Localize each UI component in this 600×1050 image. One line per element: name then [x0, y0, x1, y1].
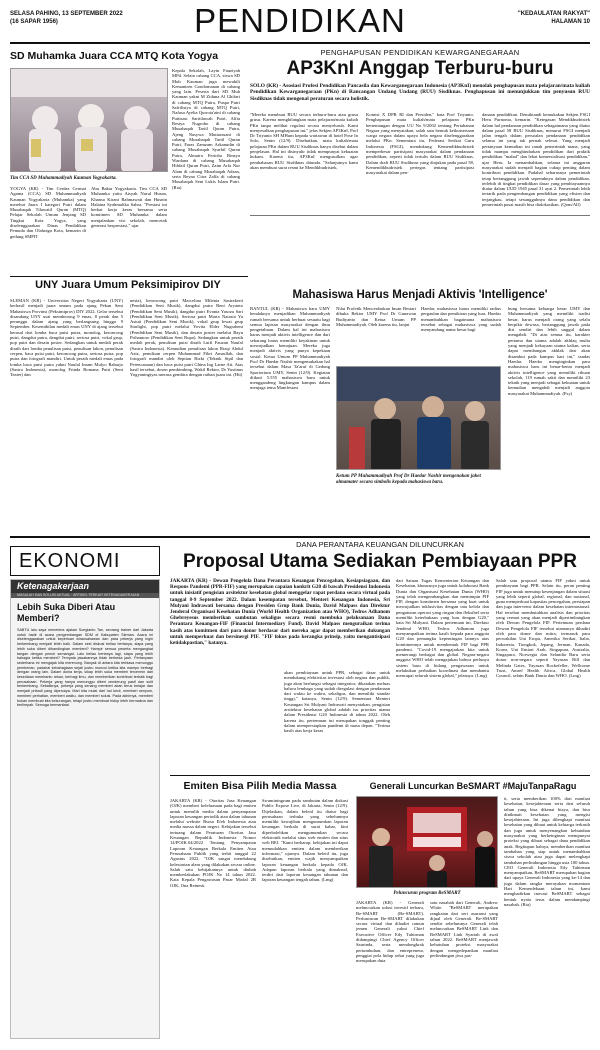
- article-column: akan pembiayaan untuk PPR, sebagai dasar untuk mendukung efektivitas investasi oleh negara dan publik, juga akan berfungsi sebagai integrator, dikatakan meluas bahwa lembaga yang sudah diregulasi dengan pendanaan dari waktu ke waktu, sekaligus, dan memiliki standar tinggi," katanya, Senin (12/9). Sementara Menteri Keuangan Sri Mulyani Indrawati menyatakan, pengisian arsitektur kesehatan global adalah isu prioritas utama dalam Presidensi G20 Indonesia di tahun 2022. Oleh karena itu, pertemuan ini merupakan tonggak penting dalam mempersiapkan pandemi di masa depan. "Terima kasih atas kerja keras: [284, 670, 390, 734]
- opinion-column-subtitle: MASALAH DAN SOLUSI AKTUAL · ARTIKEL TERKAIT KETENAGAKERJAAN: [11, 593, 159, 598]
- photo-jacket-ceremony: [336, 366, 501, 470]
- masthead: [10, 0, 590, 42]
- masthead-rule: [10, 42, 590, 44]
- article-column: Swaminingrum pada sambutan dalam diskusi Public Expose Live, di Jakarta, Senin (12/9). Dijelaskan, dalam beleid itu diatur bagi perusahaan terbuka yang sebelumnya memiliki kewajiban mengumumkan laporan keuangan berkala di surat kabar, kini diperbolehkan mengumumkan secara elektronik melalui situs web emiten dan situs web BEI. "Kami berharap, kebijakan ini dapat memudahkan emiten dalam memberikan informasi," ujarnya. Dalam beleid itu, juga disebutkan, emiten wajib menyampaikan laporan keuangan berkala kepada OJK. Adapun laporan berkala yang dimaksud, terdiri dari laporan keuangan tahunan dan laporan keuangan tengah tahun. (Lmg): [262, 798, 348, 883]
- issue-date: SELASA PAHING, 13 SEPTEMBER 2022: [10, 11, 123, 17]
- article-headline: Mahasiswa Harus Menjadi Aktivis 'Intelligence': [292, 289, 548, 301]
- article-headline: AP3KnI Anggap Terburu-buru: [286, 58, 554, 79]
- photo-caption: Ketum PP Muhammadiyah Prof Dr Haedar Nashir mengenakan jaket almamater secara simbolis kepada mahasiswa baru.: [336, 474, 481, 485]
- article-column: dari Satuan Tugas Kementerian Keuangan dan Kesehatan, khususnya juga untuk kolaborasi Bank Dunia dan Organisasi Kesehatan Dunia (WHO) yang telah mengembangkan dan memimpin PIF FIF, dengan komitmen bersama yang kuat untuk mewujudkan inklusivitas dengan tata kelola dan pengaturan operasi yang ringan dan fleksibel serta memiliki keterbukaan yang luas dengan G20," kata Sri Mulyani. Dalam pertemuan ini, Direktur Jenderal WHO, Tedros Adhanom juga menyampaikan terima kasih kepada para anggota G20 dan pemangku kepentingan lainnya atas komitmennya untuk membentuk FIF bagi PPR pandemi. "Covid-19 mengajarkan kita untuk memerangi berbagai dan global. Negara-negara anggota WHO telah mengajukan bahwa perlunya sistem baru di bidang pengawasan untuk melakukan perbaikan koordinasi dan membantu mencapai seluruh sistem global," jelasnya. (Lmg): [396, 578, 489, 679]
- opinion-body: SABTU lalu saya menerima ajakan Soegianto Tan, seorang trainer dari Jakarta untuk hadir di acara pengembangan SDM di Kabupaten Sleman. Acara ini diselenggarakan untuk keperluan wirausahawan dan para pekerja yang ingin berkembang menjadi lebih baik. Dalam sesi diskusi beliau bertanya, siapa yang lebih suka diberi dibandingkan memberi? Hampir semua peserta mengangkat tangan dengan penuh semangat. Lalu beliau bertanya lagi, siapa yang lebih bahagia ketika memberi? Ternyata jawabannya tidak berbeda jauh. Pertanyaan sederhana ini mengajak kita merenung. Banyak di antara kita terbiasa menunggu pemberian, padahal kebahagiaan sejati justru muncul ketika kita mampu berbagi dengan orang lain. Dalam dunia kerja, sikap lebih suka memberi tercermin dari kesediaan membantu rekan, berbagi ilmu, dan memberikan kontribusi terbaik bagi perusahaan. Pekerja yang hanya menunggu diberi cenderung pasif dan sulit berkembang. Sebaliknya, pekerja yang senang memberi akan terus belajar dan menjadi pribadi yang dipercaya. Mari kita mulai dari hal kecil, memberi senyum, memberi perhatian, memberi waktu, dan memberi solusi. Pada akhirnya, memberi bukan membuat kita kekurangan, tetapi justru membuat hidup lebih bermakna dan berlimpah. Semoga bermanfaat.: [17, 628, 153, 708]
- article-lead: SOLO (KR) - Asosiasi Profesi Pendidikan Pancasila dan Kewarganegaraan Indonesia (AP3KnI) menolak penghapusan mata pelajaran/mata kuliah Pendidikan Kewarganegaraan (PKn) di Rancangan Undang Undang (RUU) Sisdiknas. Penghapusan ini menunjukkan tim penyusun RUU Sisdiknas tidak mengenal peraturan secara holistik.: [250, 83, 590, 102]
- article-kicker: PENGHAPUSAN PENDIDIKAN KEWARGANEGARAAN: [320, 48, 520, 57]
- article-kicker: DANA PERANTARA KEUANGAN DILUNCURKAN: [296, 540, 464, 549]
- article-column: Kepala Sekolah, Layin Fauziyah MPd. Selain cabang CCA, siswa SD Muh Kauman juga mewakili Kemantren Gondomanan di cabang yang lain. Peserta dari SD Muh Kauman yakni M Ziduna Al Ghifari di cabang MTQ Putra, Puspa Putri Safrilistyo di cabang MTQ Putri, Nafasa Ayelia Qurrota'aini di cabang Puitisasi Saritilawah Putri, Alfia Restya Nugroho di cabang Musabaqah Tartil Quran Putra, Ajeng Nasywa Mutiarasani di cabang Musabaqah Tartil Quran Putri, Faras Zamzam Arkanudin di cabang Musabaqah Syarhil Quran Putra, Almaira Fertoha Rinzya Wardana di cabang Musabaqah Hifdzil Quran Putri, Zaim Arfa Nur Alam di cabang Musabaqah Adzan, serta Reyna Citra Zalfa di cabang Musabaqah Seni Lukis Islam Putri. (Ria): [172, 68, 240, 190]
- opinion-column: [10, 579, 160, 1039]
- article-headline: SD Muhamka Juara CCA MTQ Kota Yogya: [10, 50, 219, 62]
- article-column: ti, serta memberikan 100% dari manfaat kesehatan, kesejahteraan serta dari seluruh tahun yang bisa dikenai biaya, dan bisa dinikmati kesehatan yang mengisi kesejahteraan. Ini juga dilengkapi manfaat kesehatan yang dibuat untuk keluarga terkasih dan juga untuk menyenangkan kebutuhan masyarakat yang berkeinginan mempunyai proteksi yang dibuat sebagai dana pendidikan anak. Begitupun halnya, memberikan manfaat tambahan yang siap untuk menambahkan siswa sekolah atau juga dapat melengkapi tambahan perlindungan hingga usia 100 tahun. CEO Generali Indonesia Edy Tuhirman menyampaikan, BeSMART merupakan bagian dari upaya Generali Indonesia yang ke-14 dan juga dalam rangka merayakan momentum Hari Kemerdekaan tahun ini, kami menghadirkan inovasi BeSMART sebagai bentuk nyata terus dalam mendampingi nasabah. (Ria): [504, 796, 590, 907]
- article-headline: UNY Juara Umum Peksimipirov DIY: [35, 279, 221, 291]
- section-divider: [170, 775, 590, 776]
- article-column: JAKARTA (KR) - Generali meluncurkan solusi investif terbaru, Be-SMART (Be-SMART). Perluncuran Be-SMART dilakukan secara virtual dan dihadiri ramun jemen Generali yakni Chief Executive Officer Edy Tuhirman didampingi Chief Agency Officer Saurinda, serta mendongkrak pertumbuhan, dan entrepreneur, penggiat pola hidup sehat yang juga merupakan duta: [356, 900, 424, 964]
- opinion-headline: Lebih Suka Diberi Atau Memberi?: [17, 602, 116, 623]
- article-column: SLEMAN (KR) - Universitas Negeri Yogyakarta (UNY) berhasil menjadi juara umum pada ajang Pekan Seni Mahasiswa Provinsi (Peksimiprov) DIY 2022. Gelar tersebut disandang UNY usai memborong 9 emas, 8 perak dan 5 perunggu dalam ajang yang berlangsung hingga 9 September. Kesemibilan medali emas UNY di ajang tersebut berasal dari lomba baca puisi putra, monolog, keroncong putri, dangdut putra, dangdut putri, seriosa putri, vokal grup, pop putri dan desain poster. Sedangkan untuk medali perak diraih dari lomba penulisan puisi, penulisan lakon, penulisan cerpen, baca puisi putri, keroncong putra, seriosa putra, pop putra dan fotografi mandiri. Untuk peraih medali emas pada lomba baca puisi putra yakni Naufal Imam Mulyo Raharjo (Sastra Indonesia), monolog Frinda Romana Putri (Seni Teater) dan: [10, 298, 123, 378]
- section-divider: [250, 215, 590, 216]
- article-column: YOGYA (KR) - Tim Cerdas Cermat Agama (CCA) SD Muhammadiyah Kauman Yogyakarta (Muhamka) yang merebut Juara I kategori Putri dalam Musabaqah Tilawatil Quran (MTQ) Pelajar Sekolah Umum Jenjang SD Tingkat Kota Yogya, yang diselenggarakan Dinas Pendidikan Pemuda dan Olahraga Kota, kemarin di gedung SMPIT: [10, 186, 86, 239]
- section-title-ekonomi: EKONOMI: [10, 546, 160, 576]
- photo-caption: Tim CCA SD Muhammadiyah Kauman Yogyakarta.: [10, 176, 117, 181]
- section-title: PENDIDIKAN: [194, 2, 406, 39]
- paper-name: "KEDAULATAN RAKYAT": [517, 11, 590, 17]
- masthead-paper-block: [518, 10, 590, 26]
- article-column: Abu Bakar Yogyakarta. Tim CCA SD Muhamka yaitu Aisyah Nurul Husna, Khansa Kirani Rahmawati dan Husnin Halaina Syahmalika Sahra. "Prestasi ini berkat kerja keras bersama serta komitmen SD Muhamka dalam menjalankan visi sekolah, mencetak generasi berprestasi," ujar: [91, 186, 167, 229]
- photo-besmart-launch: [356, 796, 498, 888]
- article-column: bung bersama keluarga besar UMY dan Muhammadiyah yang memiliki tradisi besar, harus menjadi orang yang selalu berpikir dewasa, bertanggung jawab pada diri sendiri dan lebih unggul dalam mengabdi. "Di atas semua itu, karakter pertama dan utama adalah akhlaq mulia yang menjadi kekayaan utama kalian, serta dapat membangun akhlak dan akan disambut pada kampus hari ini," tandas Haedar. Haedar menginginkan para mahasiswa baru ini benar-benar menjadi aktivis intelligence yang memiliki ribuan sekolah, 119 rumah sakit dan memiliki 23 teknik yang menjadi sebagai kekuatan untuk kemudian mengabdi menjadi anggota masyarakat Muhammadiyah. (Fsy): [508, 306, 590, 396]
- section-divider: [10, 536, 590, 538]
- section-divider: [10, 276, 248, 277]
- opinion-column-title: Ketenagakerjaan: [11, 580, 159, 593]
- article-headline: Emiten Bisa Pilih Media Massa: [183, 780, 337, 792]
- article-column: "Mereka membuat RUU secara terburu-buru atau grusa grusu. Karena menghilangkan mata pelajaran/mata kuliah PKn tanpa melihat regulasi secara menyeluruh. Kami menyesalkan penghapusan ini," jelas Sekjen AP3KnI, Prof Dr Triyanto SH MHum kepada wartawan di hotel Pose In Solo, Senin (12/9). Disebutkan, mata kuliah/mata pelajaran PKn dalam RUU Sisdiknas hanya disebut dalam penjelasan. Hal ini disinyalir tidak mempunyai kekuatan hukum. Karena itu, AP3KnI mengusulkan agar pembahasan RUU Sisdiknas ditunda. "Selanjutnya kami akan membuat surat resmi ke Mendikbudristek,: [250, 112, 358, 170]
- photo-cca-team: [10, 68, 168, 172]
- article-column: JAKARTA (KR) - Otoritas Jasa Keuangan (OJK) memberi keleluasaan pada bagi emiten untuk memilih media dalam penyampaian laporan keuangan periodik atau dalam tahunan melalui website Bursa Efek Indonesia atau media massa dalam negeri. Kebijakan tersebut tertuang dalam Peraturan Otoritas Jasa Keuangan Republik Indonesia Nomor 14/POJK.04/2022 Tentang Penyampaian Laporan Keuangan Berkala Emiten Atau Perusahaan Publik yang terbit tanggal 22 Agustus 2022. "OJK sangat mendukung kelestarian alam yang dilakukan secara online. Salah satu kebijakannya untuk diubah memberlakukan POJK No 14 tahun 2022. Kata Kepala Pengawasan Pasar Modal 2B OJK, Ona Retnesti: [170, 798, 256, 888]
- article-column: satu nasabah dari Generali, Andrew White. "BeSMART merupakan rangkaian dari seri asuransi yang dijual oleh Generali. Be-SMART sendiri sebelumnya Generali telah meluncurkan BeSMART Link dan BeSMART Link Syariah di awal tahun 2022. BeSMART menjawab kebutuhan proteksi masyarakat dengan mengedepankan manfaat perlindungan jiwa pas-: [430, 900, 498, 958]
- article-column: Haedar, mahasiswa harus memiliki radius pergaulan dan pemikiran yang luas. Haedar menambahkan bagaimana mahasiswa tersebut sebagai mahasiswa yang sudah menyandang nama besar bagi: [421, 306, 501, 333]
- issue-hijri-date: (16 SAPAR 1956): [10, 19, 58, 25]
- article-column: JAKARTA (KR) - Dewan Pengelola Dana Perantara Keuangan Pencegahan, Kesiapsiagaan, dan Respons Pandemi (PPR-FIF) yang merupakan capaian konkrit G20 di bawah Presidensi Indonesia untuk inisiatif pengisian arsitektur kesehatan global menggelar rapat perdana secara virtual pada tanggal 8-9 September 2022. Dalam kesempatan tersebut, Menteri Keuangan Indonesia, Sri Mulyani Indrawati bersama dengan Presiden Grup Bank Dunia, David Malpass dan Direktur Jenderal Organisasi Kesehatan Dunia (World Health Organization atau WHO), Tedros Adhanom Ghebreyesus memberikan sambutan sekaligus secara resmi membuka pelaksanaan Dana Perantara Keuangan-FIF (Financial Intermediary Fund). David Malpass menguraikan terima kasih atas komitmen dari para donor berdasar dari mereka agar dapat memberikan dukungan untuk memperkuat dan bersinergi PIF. "FIF fokus pada kerangka prinsip, yaitu mengantisipasi ketidakpastian," katanya.: [170, 578, 390, 647]
- article-column: nesia), keroncong putri Marcelina Milenia Sastrakerti (Pendidikan Seni Musik), dangdut putra Beni Aryanto (Pendidikan Seni Musik), dangdut putri Evania Yasoza Sari (Pendidikan Seni Musik). Seriosa putri Marta Natasia Yu Astuti (Pendidikan Seni Musik), vokal grup lewat grup Starlight, pop putri melalui Yovita Elder Nugraheni (Pendidikan Seni Musik), dan desain poster melalui Bayu Prihantoro (Pendidikan Seni Rupa). Sedangkan untuk peraih medali perak, penulisan puisi diraih Lutfi Fauzan Naufal (Sastra Indonesia). Kemudian penulisan lakon Rizqi Abdul Aziz, penulisan cerpen Muhammad Fikri Amrullah, dan fotografi mandiri oleh Septian Rizki (Teknik Sipil dan Perencanaan) dan baca puisi putri Ghina Ing Larne Ati. Atas hasil tersebut, dosen pembimbing, Wakil Rektor, Dr Yustinus Yogyaningtyas merasa gembira dengan raihan juara ini. (Hit): [130, 298, 243, 378]
- article-column: Salah satu proposal utama FIF yakni untuk pembiayaan bagi PPR. Selain itu, peran penting FIF juga untuk menutup kesenjangan dalam situasi yang lebih seperti global, regional, dan nasional, guna memperkuat kapasitas pencegahan, persiapan dan juga intervensi dalam kesehatan internasional. Hal tersebut membutuhkan analisis dan prioritas yang cermat yang akan menjadi dipertimbangkan oleh Dewan Pengelola FIF. Pertemuan perdana Dewan Pengelola FIF tersebut utamanya dihadiri oleh para donor dan mitra, termasuk para perwakilan Uni Eropa, Amerika Serikat, Italia, Indonesia, Tiongkok, Jepang, Jerman, Kanada, Korea, Uni Emirat Arab, Singapura, Australia, Singapura, Norwegia dan Selandia Baru serta donor non-negara seperti Yayasan Bill dan Melinda Gates, Yayasan Rockefeller, Wellcome Trust, Amref Health Africa, Global Health Council, selain Bank Dunia dan WHO. (Lmg): [496, 578, 590, 679]
- article-column: danaan pendidikan. Demikiandi kemukakan Sekjen FSGI Heru Purnomo, kemarin. "Ketegasan Mendikbudristek dalam hal pendanaan pendidikan sebagaimana yang diatur dalam pasal 58 RUU Sisdiknas, menurut FSGI menjadi jalan tengah dalam persoalan pendanaan pendidikan selama ini yang tak pernah selesai. Yang menjadi pertanyaan kemudian ini ranah pemerintah mana, yang tidak mampu menghindarkan pendidikan dari praktik pendidikan "mahal" dan lekat komersialisasi pendidikan," ujar Heru. Ia menambahkan, selama ini anggaran masyarakat sudah menjadi bagian cukup penting dalam kontribusi pendidikan. Padahal seharusnya pemerintah tetap bertanggung jawab sepenuhnya dalam pendidikan, terlebih di tingkat pendidikan dasar yang pembiayaannya diatur dalam UUD 1945 pasal 31 ayat 2. Pemerintah lebih tertarik pada pengembangan pendidikan yang efisien dan terjangkau, tetapi sesungguhnya dana pendidikan dan pemerintah pusat masih bisa dialokasikan. (Qom/Alf): [482, 112, 590, 208]
- page-number: HALAMAN 10: [551, 19, 590, 25]
- article-headline: Proposal Utama Sediakan Pembiayaan PPR: [183, 551, 577, 572]
- article-column: Komisi X DPR RI dan Presiden," kata Prof Triyanto. Penghapusan mata kuliah/mata pelajaran PKn bertentangan dengan UU No 9/2002 tentang Pertahanan Negara yang menyatakan, salah satu bentuk keikutsertaan warga negara dalam upaya bela negara diselenggarakan melalui PKn. Sementara itu, Federasi Serikat Guru Indonesia (FSGI), mendukung Kemendikbudristek memperbesar partisipasi masyarakat dalam pendanaan pendidikan, seperti tidak tertulis dalam RUU Sisdiknas. Dalam draft RUU Sisdiknas yang diajukan pada pasal 58, Kemendikbudristek pertegas tentang partisipasi masyarakat dalam pen-: [366, 112, 474, 176]
- article-column: Nilai Profetik Mencerdaskan Insan Bestari dibuka Rektor UMY Prof Dr Gunawan Budiyanto dan Ketua Umum PP Muhammadiyah. Oleh karena itu, lanjut: [336, 306, 416, 327]
- article-column: BANTUL (KR) - Mahasiswa baru UMY hendaknya menjadikan Muhammadiyah rumah bersama untuk berbuat sesuatu bagi semua lapisan masyarakat dengan ilmu pengetahuan. Dalam hal ini mahasiswa harus menjadi aktivis intelligence dan dari sekarang harus memiliki keyakinan untuk mewujudkan kemajuan. Mereka juga menjadi aktivis yang punya kepekaan sosial. Ketua Umum PP Muhammadiyah Prof Dr Haedar Nashir mengemukakan hal tersebut dalam Masa Ta'aruf di Gedung Sportorium UMY, Senin (12/9). Kegiatan diikuti 5.555 mahasiswa baru untuk menggandeng lingkungan kampus dalam menjaga tema Manifestasi: [250, 306, 330, 391]
- article-headline: Generali Luncurkan BeSMART #MajuTanpaRagu: [369, 781, 577, 791]
- photo-caption: Peluncuran program BeSMART: [393, 891, 461, 896]
